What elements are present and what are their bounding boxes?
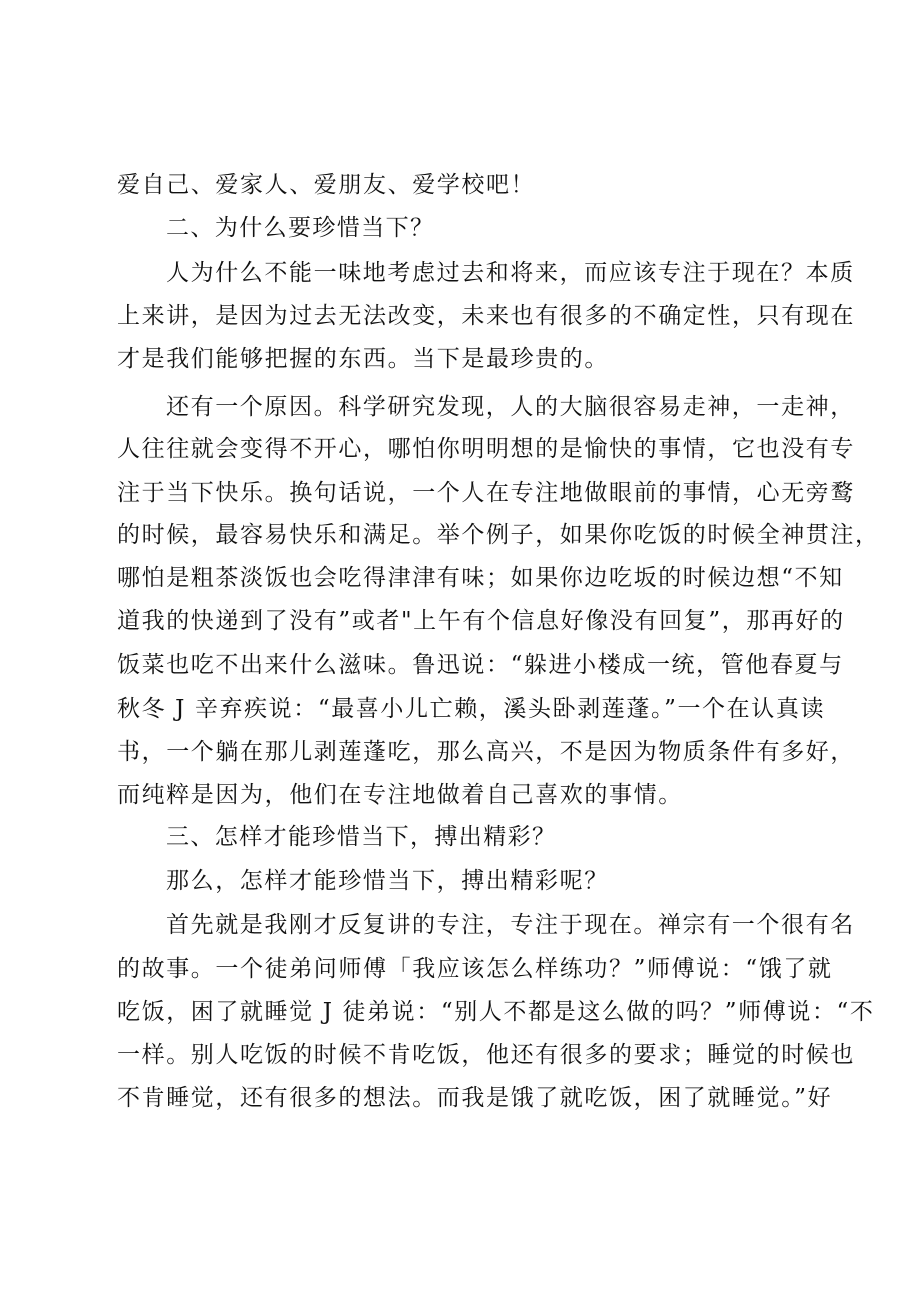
- text-line-04: 上来讲，是因为过去无法改变，未来也有很多的不确定性，只有现在: [117, 303, 855, 329]
- text-line-22: 不肯睡觉，还有很多的想法。而我是饿了就吃饭，困了就睡觉。”好: [117, 1085, 833, 1111]
- text-line-10: 哪怕是粗茶淡饭也会吃得津津有味；如果你边吃坂的时候边想“不知: [117, 565, 844, 591]
- text-line-06: 还有一个原因。科学研究发现，人的大脑很容易走神，一走神，: [166, 394, 855, 420]
- text-line-05: 才是我们能够把握的东西。当下是最珍贵的。: [117, 346, 609, 372]
- text-line-01: 爱自己、爱家人、爱朋友、爱学校吧！: [117, 172, 536, 198]
- text-line-20: 吃饭，困了就睡觉 J 徒弟说：“别人不都是这么做的吗？”师傅说：“不: [117, 999, 875, 1025]
- text-line-03: 人为什么不能一味地考虑过去和将来，而应该专注于现在？本质: [166, 260, 855, 286]
- text-line-15: 而纯粹是因为，他们在专注地做着自己喜欢的事情。: [117, 782, 683, 808]
- text-line-11: 道我的快递到了没有”或者"上午有个信息好像没有回复”，那再好的: [117, 608, 845, 634]
- section-heading-2: 二、为什么要珍惜当下？: [166, 215, 435, 241]
- text-line-19: 的故事。一个徒弟问师傅「我应该怎么样练功？”师傅说：“饿了就: [117, 956, 833, 982]
- text-line-08: 注于当下快乐。换句话说，一个人在专注地做眼前的事情，心无旁鹜: [117, 480, 855, 506]
- text-line-18: 首先就是我刚才反复讲的专注，专注于现在。禅宗有一个很有名: [166, 912, 855, 938]
- text-line-07: 人往往就会变得不开心，哪怕你明明想的是愉快的事情，它也没有专: [117, 436, 855, 462]
- section-heading-3: 三、怎样才能珍惜当下，搏出精彩？: [166, 824, 557, 850]
- text-line-13: 秋冬 J 辛弃疾说：“最喜小儿亡赖，溪头卧剥莲蓬。”一个在认真读: [117, 696, 826, 722]
- text-line-12: 饭菜也吃不出来什么滋味。鲁迅说：“躲进小楼成一统，管他春夏与: [117, 652, 844, 678]
- text-line-17: 那么，怎样才能珍惜当下，搏出精彩呢？: [166, 868, 609, 894]
- text-line-14: 书，一个躺在那儿剥莲蓬吃，那么高兴，不是因为物质条件有多好，: [117, 739, 855, 765]
- text-line-09: 的时候，最容易快乐和满足。举个例子，如果你吃饭的时候全神贯注，: [117, 522, 880, 548]
- text-line-21: 一样。别人吃饭的时候不肯吃饭，他还有很多的要求；睡觉的时候也: [117, 1042, 855, 1068]
